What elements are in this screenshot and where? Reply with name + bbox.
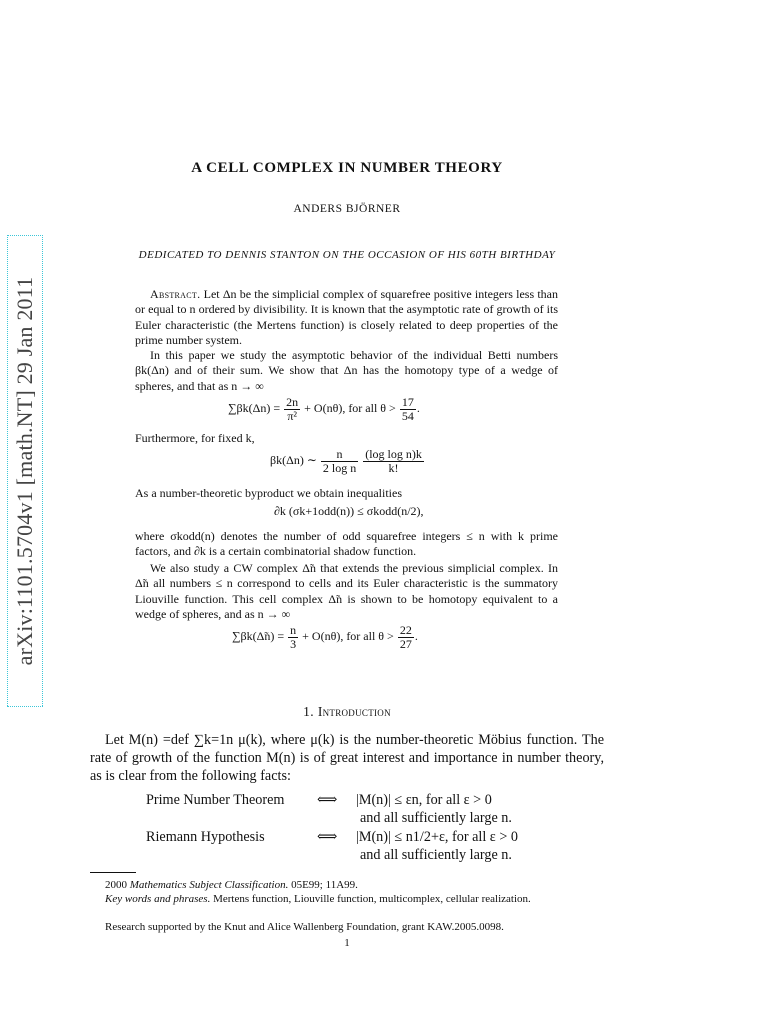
equation-betti-asymptotic: βk(Δn) ∼ $\frac{n}{\text{2 log n}}$ $\frac{\text{(log log n)k}}{k!}$ bbox=[270, 447, 422, 475]
intro-paragraph: Let M(n) =def ∑k=1n μ(k), where μ(k) is the number-theoretic Möbius function. The rate of growth of the function M(n) is of great interest and importance in number theory, as is clear from the following facts: bbox=[90, 732, 604, 784]
page-number: 1 bbox=[344, 937, 350, 949]
footnote-support: Research supported by the Knut and Alice Wallenberg Foundation, grant KAW.2005.0098. bbox=[105, 921, 504, 933]
fact-pnt-condition: |M(n)| ≤ εn, for all ε > 0 bbox=[356, 792, 492, 808]
abstract-furthermore: Furthermore, for fixed k, bbox=[135, 431, 255, 445]
fact-rh-name: Riemann Hypothesis bbox=[146, 829, 265, 845]
fact-pnt-name: Prime Number Theorem bbox=[146, 792, 285, 808]
paper-title: A CELL COMPLEX IN NUMBER THEORY bbox=[191, 160, 503, 176]
dedication: DEDICATED TO DENNIS STANTON ON THE OCCASION OF HIS 60TH BIRTHDAY bbox=[138, 249, 556, 261]
fact-pnt-arrow: ⟺ bbox=[317, 792, 338, 808]
abstract-paragraph-2: In this paper we study the asymptotic behavior of the individual Betti numbers βk(Δn) and of their sum. We show that Δn has the homotopy type of a wedge of spheres, and that as n → ∞ bbox=[135, 348, 558, 393]
footnote-rule bbox=[90, 872, 136, 873]
abstract-paragraph-3: We also study a CW complex Δ̃n that extends the previous simplicial complex. In Δ̃n all numbers ≤ n correspond to cells and its Euler characteristic is the summatory Liouville function. This cell complex Δ̃n is shown to be homotopy equivalent to a wedge of spheres, and as n → ∞ bbox=[135, 561, 558, 622]
author-name: ANDERS BJÖRNER bbox=[293, 203, 401, 215]
equation-shadow-inequality: ∂k (σk+1odd(n)) ≤ σkodd(n/2), bbox=[274, 504, 424, 518]
abstract-byproduct: As a number-theoretic byproduct we obtain inequalities bbox=[135, 486, 403, 500]
equation-betti-sum: ∑βk(Δn) = $\frac{2n}{\text{π²}}$ + O(nθ), for all θ > $\frac{17}{54}$ . bbox=[228, 395, 420, 423]
equation-cell-betti-sum: ∑βk(Δ̃n) = $\frac{n}{3}$ + O(nθ), for all θ > $\frac{22}{27}$ . bbox=[232, 623, 418, 651]
abstract-label: Abstract. bbox=[150, 287, 201, 301]
section-heading: 1. Introduction bbox=[303, 704, 391, 719]
fact-rh-condition: |M(n)| ≤ n1/2+ε, for all ε > 0 bbox=[356, 829, 518, 845]
fact-rh-arrow: ⟺ bbox=[317, 829, 338, 845]
fact-rh-condition-2: and all sufficiently large n. bbox=[360, 847, 512, 863]
abstract-paragraph-1: Abstract. Let Δn be the simplicial complex of squarefree positive integers less than or equal to n ordered by divisibility. It is known that the asymptotic rate of growth of its Euler characteristic (the Mertens function) is closely related to deep properties of the prime number system. bbox=[135, 287, 559, 348]
abstract-where: where σkodd(n) denotes the number of odd squarefree integers ≤ n with k prime factors, and ∂k is a certain combinatorial shadow function. bbox=[135, 529, 558, 559]
fact-pnt-condition-2: and all sufficiently large n. bbox=[360, 810, 512, 826]
footnote-msc: 2000 Mathematics Subject Classification. 05E99; 11A99. bbox=[105, 879, 358, 891]
footnote-keywords: Key words and phrases. Mertens function, Liouville function, multicomplex, cellular realization. bbox=[105, 893, 531, 905]
arxiv-stamp[interactable]: arXiv:1101.5704v1 [math.NT] 29 Jan 2011 bbox=[8, 236, 42, 706]
